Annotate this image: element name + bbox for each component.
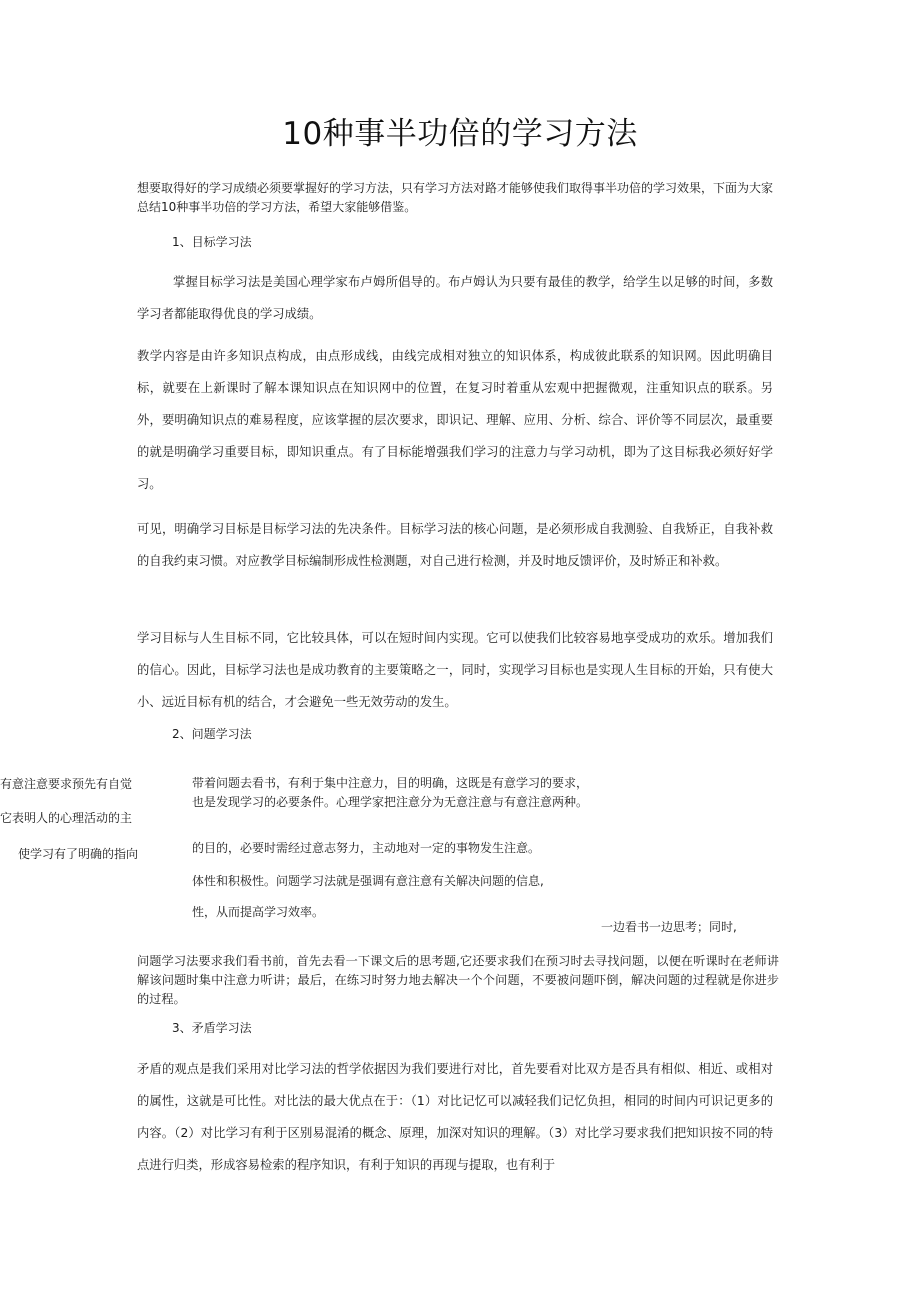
section-1-paragraph-1: 掌握目标学习法是美国心理学家布卢姆所倡导的。布卢姆认为只要有最佳的教学，给学生以足够的时间，多数学习者都能取得优良的学习成绩。 <box>137 275 773 321</box>
problem-method-right-line: 一边看书一边思考；同时, <box>601 920 737 934</box>
problem-method-column-line: 性，从而提高学习效率。 <box>192 905 325 919</box>
problem-method-column-line: 体性和积极性。问题学习法就是强调有意注意有关解决问题的信息, <box>192 874 544 888</box>
section-1-paragraph-4: 学习目标与人生目标不同，它比较具体，可以在短时间内实现。它可以使我们比较容易地享受成功的欢乐。增加我们的信心。因此，目标学习法也是成功教育的主要策略之一，同时，实现学习目标也是实现人生目标的开始，只有使大小、远近目标有机的结合，才会避免一些无效劳动的发生。 <box>137 631 773 709</box>
side-text-line: 有意注意要求预先有自觉 <box>0 777 133 791</box>
section-2-heading: 2、问题学习法 <box>172 727 252 741</box>
section-3-paragraph: 矛盾的观点是我们采用对比学习法的哲学依据因为我们要进行对比，首先要看对比双方是否具有相似、相近、或相对的属性，这就是可比性。对比法的最大优点在于：（1）对比记忆可以减轻我们记忆负担，相同的时间内可识记更多的内容。（2）对比学习有利于区别易混淆的概念、原理，加深对知识的理解。（3）对比学习要求我们把知识按不同的特点进行归类，形成容易检索的程序知识，有利于知识的再现与提取，也有利于 <box>137 1062 773 1172</box>
intro-paragraph: 想要取得好的学习成绩必须要掌握好的学习方法，只有学习方法对路才能够使我们取得事半功倍的学习效果，下面为大家总结10种事半功倍的学习方法，希望大家能够借鉴。 <box>137 181 774 214</box>
side-text-line: 使学习有了明确的指向 <box>18 847 139 861</box>
section-1-paragraph-3: 可见，明确学习目标是目标学习法的先决条件。目标学习法的核心问题，是必须形成自我测验、自我矫正，自我补救的自我约束习惯。对应教学目标编制形成性检测题，对自己进行检测，并及时地反馈评价，及时矫正和补救。 <box>137 522 773 568</box>
section-1-heading: 1、目标学习法 <box>172 235 252 249</box>
section-1-paragraph-2: 教学内容是由许多知识点构成，由点形成线，由线完成相对独立的知识体系，构成彼此联系的知识网。因此明确目标，就要在上新课时了解本课知识点在知识网中的位置，在复习时着重从宏观中把握微观，注重知识点的联系。另外，要明确知识点的难易程度，应该掌握的层次要求，即识记、理解、应用、分析、综合、评价等不同层次，最重要的就是明确学习重要目标，即知识重点。有了目标能增强我们学习的注意力与学习动机，即为了这目标我必须好好学习。 <box>137 349 773 491</box>
section-3-heading: 3、矛盾学习法 <box>172 1021 252 1035</box>
side-text-line: 它表明人的心理活动的主 <box>0 811 133 825</box>
problem-method-column-paragraph: 带着问题去看书，有利于集中注意力，目的明确，这既是有意学习的要求，也是发现学习的必要条件。心理学家把注意分为无意注意与有意注意两种。 <box>192 776 589 809</box>
section-2-paragraph: 问题学习法要求我们看书前，首先去看一下课文后的思考题,它还要求我们在预习时去寻找问题，以便在听课时在老师讲解该问题时集中注意力听讲；最后，在练习时努力地去解决一个个问题，不要被问题吓倒，解决问题的过程就是你进步的过程。 <box>137 954 779 1006</box>
problem-method-column-line: 的目的，必要时需经过意志努力，主动地对一定的事物发生注意。 <box>192 841 541 855</box>
page-title: 10种事半功倍的学习方法 <box>282 116 638 152</box>
